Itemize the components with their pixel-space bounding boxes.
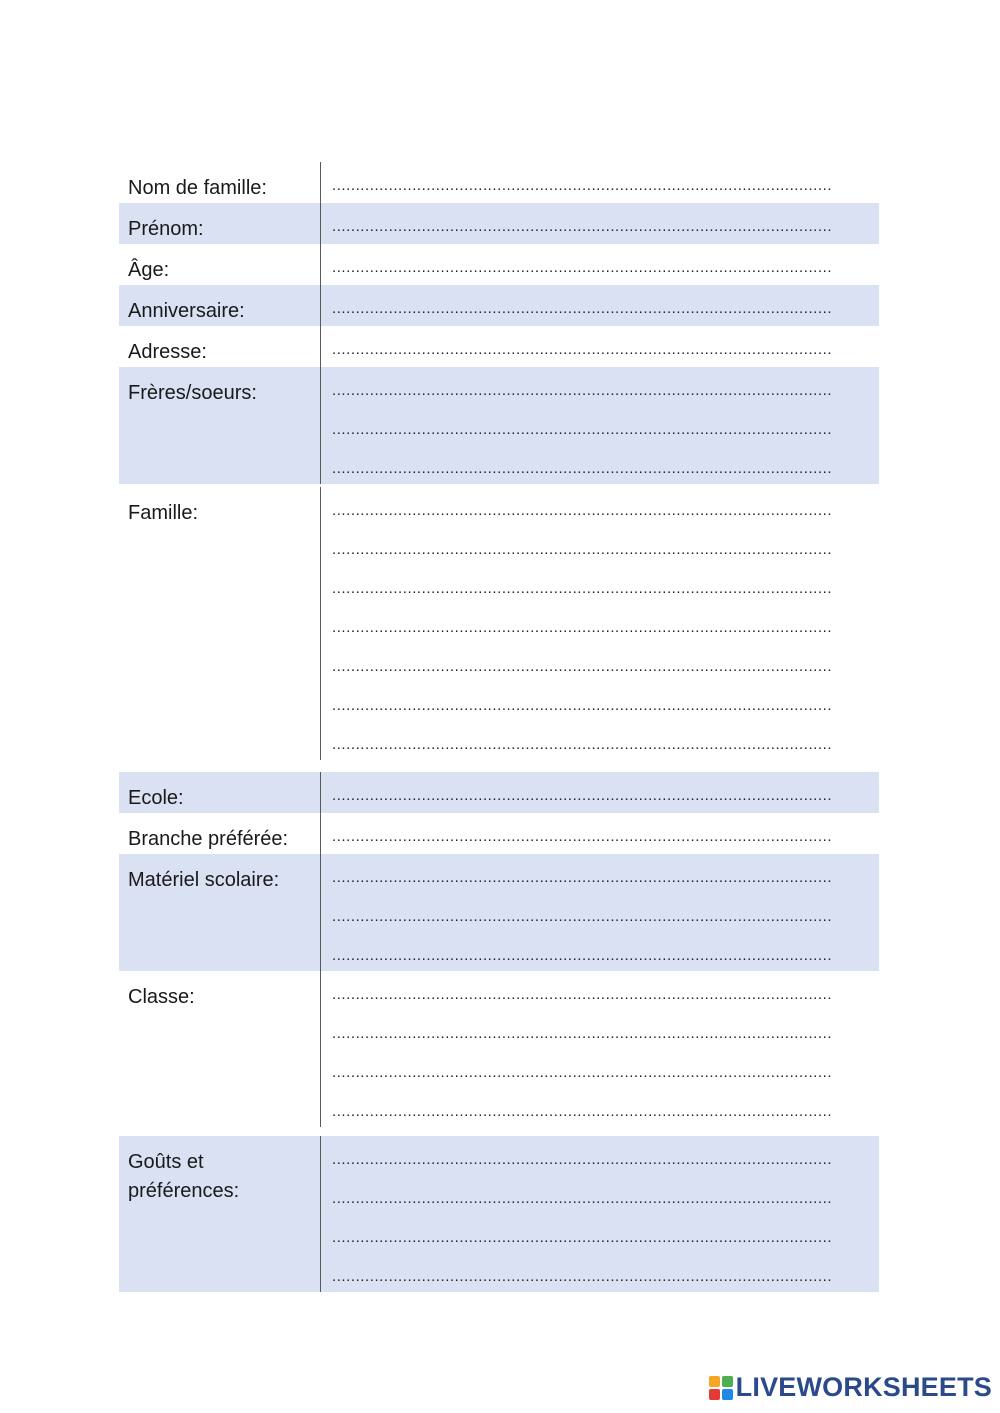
- answer-lines: [321, 971, 879, 1127]
- form-row-adresse: [119, 326, 879, 367]
- answer-lines: [321, 326, 879, 367]
- answer-lines: [321, 162, 879, 203]
- form-row-prenom: [119, 203, 879, 244]
- field-label: Classe:: [119, 971, 321, 1127]
- form-row-ecole: [119, 772, 879, 813]
- section-school: [119, 772, 879, 1127]
- answer-line[interactable]: ..........................................................................................................: [332, 1190, 833, 1207]
- form-row-famille: [119, 487, 879, 760]
- field-label: Matériel scolaire:: [119, 854, 321, 971]
- answer-line[interactable]: ..........................................................................................................: [332, 502, 833, 519]
- answer-line[interactable]: ..........................................................................................................: [332, 177, 833, 194]
- field-label: Frères/soeurs:: [119, 367, 321, 484]
- answer-line[interactable]: ..........................................................................................................: [332, 1268, 833, 1285]
- answer-line[interactable]: ..........................................................................................................: [332, 1103, 833, 1120]
- form-row-classe: [119, 971, 879, 1127]
- section-identity: [119, 162, 879, 484]
- form-row-freres-soeurs: [119, 367, 879, 484]
- answer-lines: [321, 285, 879, 326]
- answer-lines: [321, 772, 879, 813]
- form-row-nom-de-famille: [119, 162, 879, 203]
- answer-line[interactable]: ..........................................................................................................: [332, 908, 833, 925]
- logo-square-1: [709, 1376, 720, 1387]
- answer-lines: [321, 813, 879, 854]
- field-label: Branche préférée:: [119, 813, 321, 854]
- answer-line[interactable]: ..........................................................................................................: [332, 218, 833, 235]
- answer-line[interactable]: ..........................................................................................................: [332, 1229, 833, 1246]
- answer-lines: [321, 1136, 879, 1292]
- answer-line[interactable]: ..........................................................................................................: [332, 619, 833, 636]
- field-label: Âge:: [119, 244, 321, 285]
- answer-lines: [321, 203, 879, 244]
- field-label: Prénom:: [119, 203, 321, 244]
- answer-line[interactable]: ..........................................................................................................: [332, 697, 833, 714]
- answer-line[interactable]: ..........................................................................................................: [332, 460, 833, 477]
- form-row-branche-preferee: [119, 813, 879, 854]
- answer-line[interactable]: ..........................................................................................................: [332, 658, 833, 675]
- answer-line[interactable]: ..........................................................................................................: [332, 421, 833, 438]
- field-label: Goûts et préférences:: [119, 1136, 321, 1292]
- field-label: Ecole:: [119, 772, 321, 813]
- field-label: Anniversaire:: [119, 285, 321, 326]
- answer-line[interactable]: ..........................................................................................................: [332, 1064, 833, 1081]
- form-row-materiel-scolaire: [119, 854, 879, 971]
- answer-line[interactable]: ..........................................................................................................: [332, 947, 833, 964]
- answer-line[interactable]: ..........................................................................................................: [332, 382, 833, 399]
- liveworksheets-logo: [709, 1372, 992, 1403]
- answer-line[interactable]: ..........................................................................................................: [332, 787, 833, 804]
- answer-line[interactable]: ..........................................................................................................: [332, 986, 833, 1003]
- section-family: [119, 487, 879, 760]
- answer-line[interactable]: ..........................................................................................................: [332, 1151, 833, 1168]
- form-row-gouts-et-preferences: [119, 1136, 879, 1292]
- answer-lines: [321, 367, 879, 484]
- answer-line[interactable]: ..........................................................................................................: [332, 300, 833, 317]
- logo-square-2: [722, 1376, 733, 1387]
- logo-square-4: [722, 1389, 733, 1400]
- form-row-anniversaire: [119, 285, 879, 326]
- answer-line[interactable]: ..........................................................................................................: [332, 541, 833, 558]
- logo-mark-icon: [709, 1376, 733, 1400]
- section-preferences: [119, 1136, 879, 1292]
- answer-line[interactable]: ..........................................................................................................: [332, 736, 833, 753]
- answer-line[interactable]: ..........................................................................................................: [332, 259, 833, 276]
- logo-text: LIVEWORKSHEETS: [735, 1372, 992, 1402]
- answer-line[interactable]: ..........................................................................................................: [332, 828, 833, 845]
- answer-lines: [321, 244, 879, 285]
- field-label: Famille:: [119, 487, 321, 760]
- logo-square-3: [709, 1389, 720, 1400]
- answer-lines: [321, 487, 879, 760]
- answer-line[interactable]: ..........................................................................................................: [332, 1025, 833, 1042]
- answer-lines: [321, 854, 879, 971]
- form-row-age: [119, 244, 879, 285]
- answer-line[interactable]: ..........................................................................................................: [332, 341, 833, 358]
- field-label: Adresse:: [119, 326, 321, 367]
- answer-line[interactable]: ..........................................................................................................: [332, 869, 833, 886]
- field-label: Nom de famille:: [119, 162, 321, 203]
- answer-line[interactable]: ..........................................................................................................: [332, 580, 833, 597]
